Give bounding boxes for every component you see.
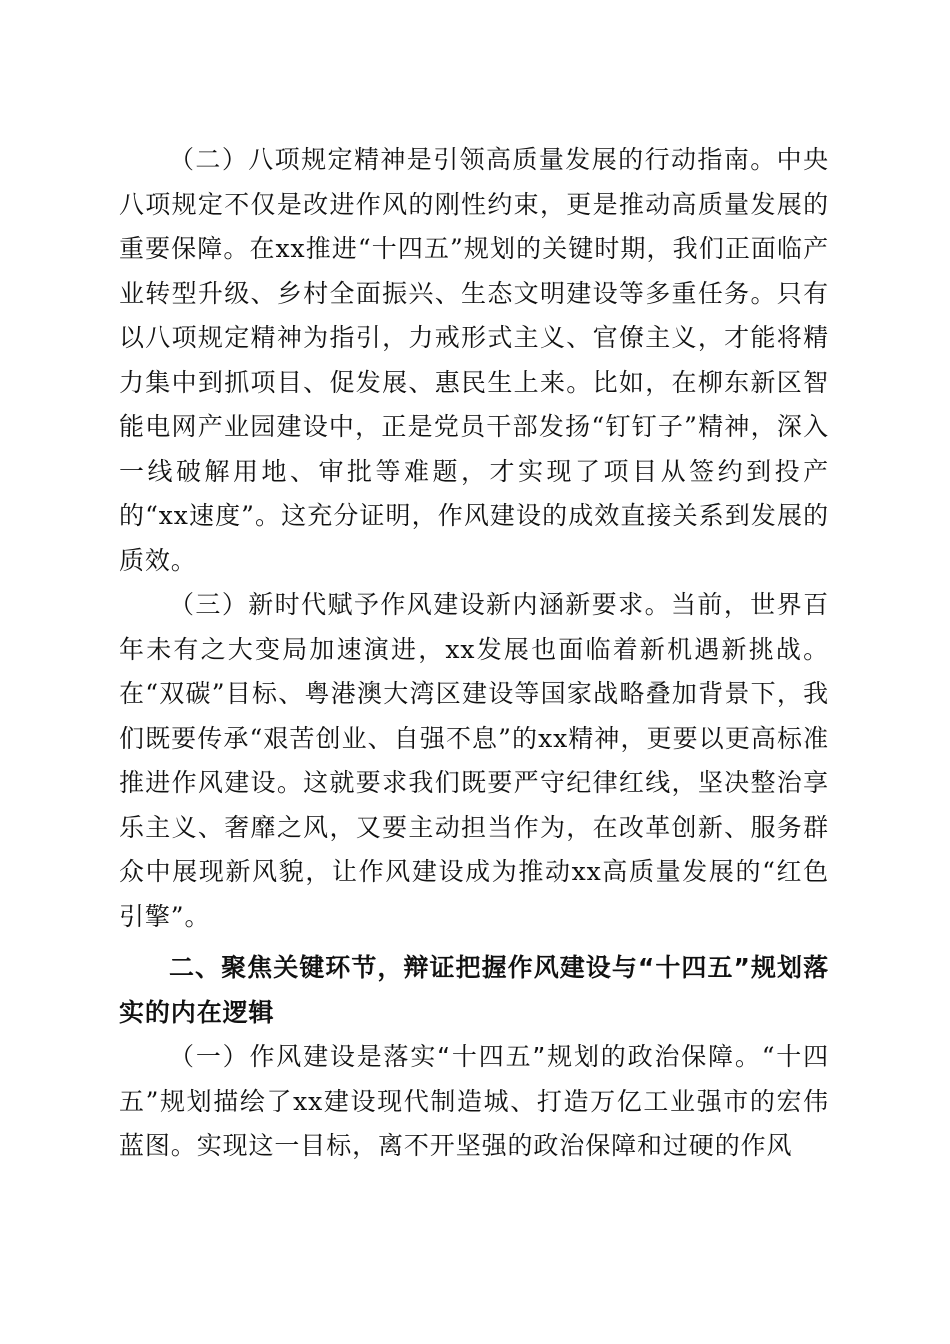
document-body [119, 138, 829, 1169]
paragraph-3 [119, 583, 829, 939]
paragraph-section2-1-lead: （一）作风建设是落实“十四五”规划的政治保障。 [169, 1042, 762, 1071]
paragraph-2 [119, 138, 829, 583]
section-heading: 二、聚焦关键环节，辩证把握作风建设与“十四五”规划落实的内在逻辑 [119, 953, 829, 1027]
paragraph-2-body: 中央八项规定不仅是改进作风的刚性约束，更是推动高质量发展的重要保障。在xx推进“十四五”规划的关键时期，我们正面临产业转型升级、乡村全面振兴、生态文明建设等多重任务。只有以八项规定精神为指引，力戒形式主义、官僚主义，才能将精力集中到抓项目、促发展、惠民生上来。比如，在柳东新区智能电网产业园建设中，正是党员干部发扬“钉钉子”精神，深入一线破解用地、审批等难题，才实现了项目从签约到投产的“xx速度”。这充分证明，作风建设的成效直接关系到发展的质效。 [119, 145, 829, 575]
paragraph-section2-1-body: “十四五”规划描绘了xx建设现代制造城、打造万亿工业强市的宏伟蓝图。实现这一目标，离不开坚强的政治保障和过硬的作风 [119, 1042, 830, 1160]
paragraph-section2-1 [119, 1035, 829, 1169]
paragraph-2-lead: （二）八项规定精神是引领高质量发展的行动指南。 [169, 145, 777, 174]
paragraph-3-lead: （三）新时代赋予作风建设新内涵新要求。 [169, 590, 671, 619]
paragraph-3-body: 当前，世界百年未有之大变局加速演进，xx发展也面临着新机遇新挑战。在“双碳”目标、粤港澳大湾区建设等国家战略叠加背景下，我们既要传承“艰苦创业、自强不息”的xx精神，更要以更高标准推进作风建设。这就要求我们既要严守纪律红线，坚决整治享乐主义、奢靡之风，又要主动担当作为，在改革创新、服务群众中展现新风貌，让作风建设成为推动xx高质量发展的“红色引擎”。 [119, 590, 830, 931]
